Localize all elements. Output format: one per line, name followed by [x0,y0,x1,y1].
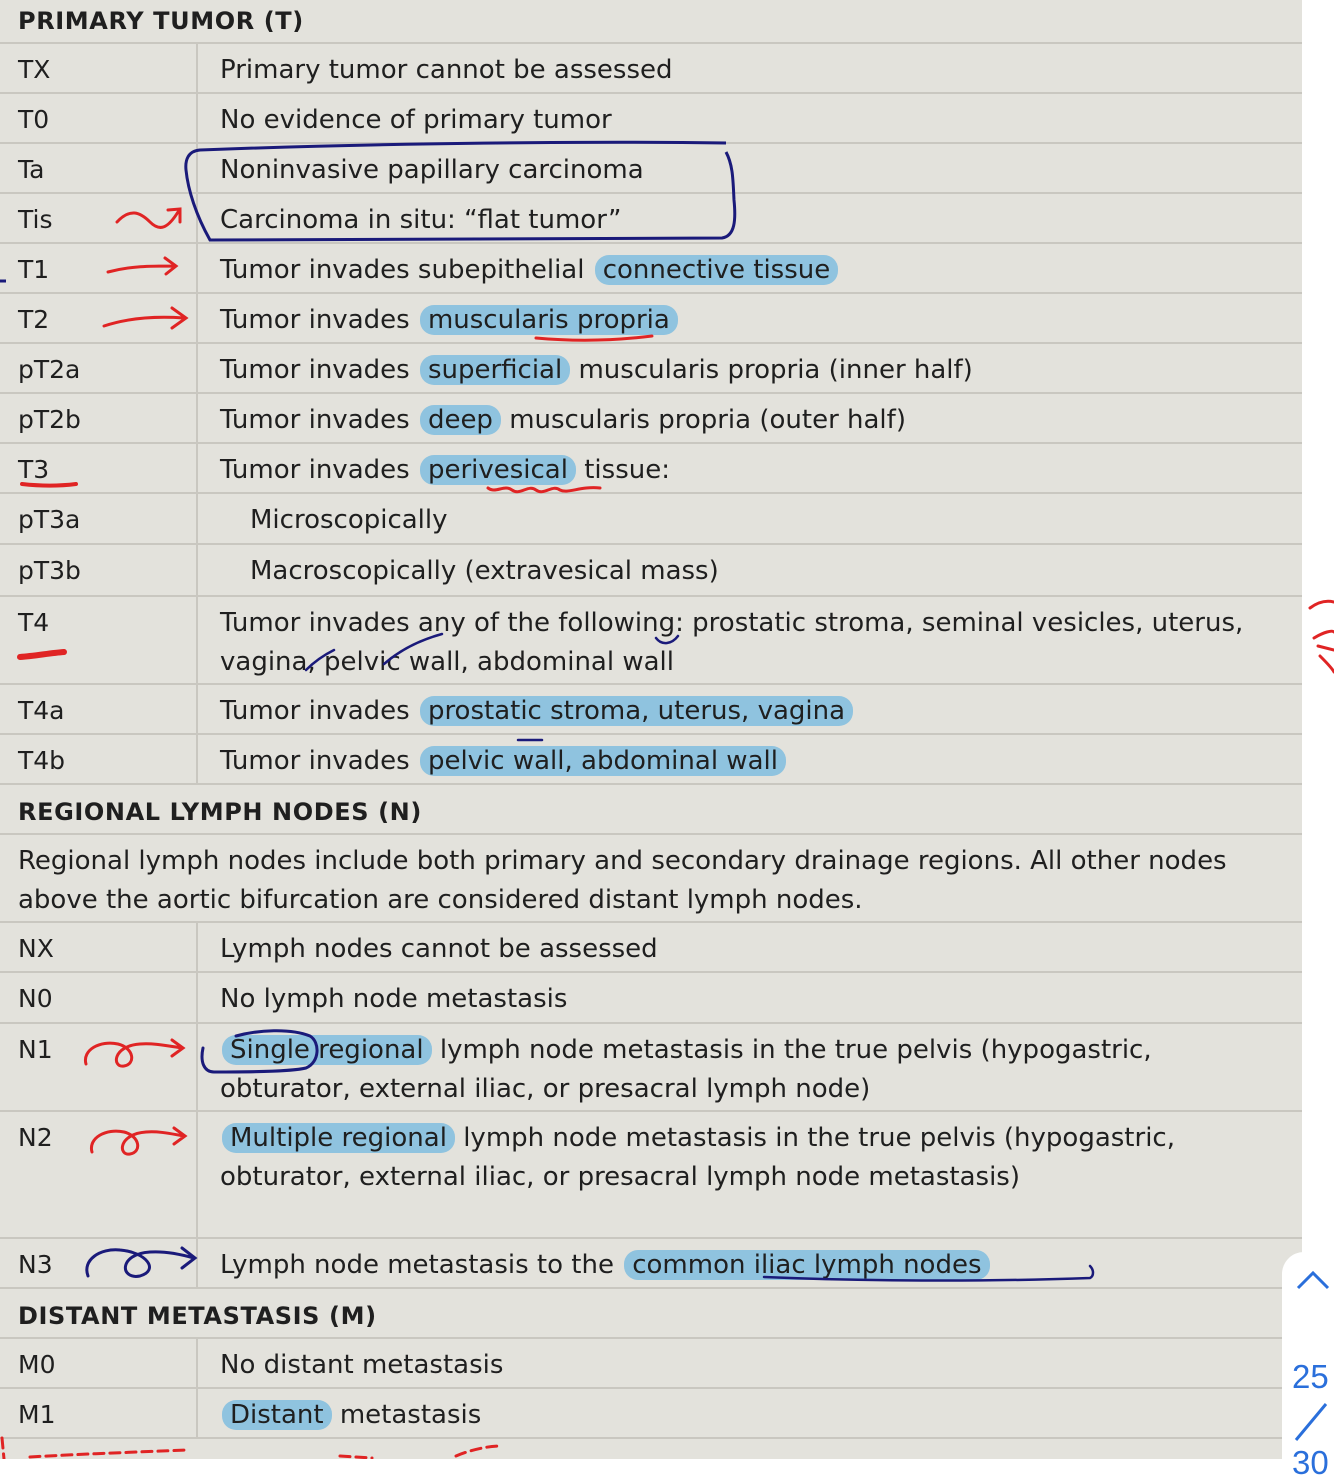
highlighted-text: Distant [222,1400,332,1430]
table-row [0,394,1302,444]
stage-code: Ta [18,155,45,184]
table-row [0,597,1302,685]
section-header [0,785,1302,835]
description-text: lymph node metastasis in the true pelvis (hypogastric, obturator, external iliac, or presacral lymph node metastasis) [220,1123,1175,1192]
description-text: lymph node metastasis in the true pelvis (hypogastric, obturator, external iliac, or presacral lymph node) [220,1035,1152,1104]
highlighted-text: prostatic stroma, uterus, vagina [420,696,853,726]
column-divider [196,44,198,92]
highlighted-text: common iliac lymph nodes [624,1250,989,1280]
section-title: DISTANT METASTASIS (M) [18,1302,377,1330]
column-divider [196,344,198,392]
table-row [0,344,1302,394]
stage-description [220,1239,1276,1285]
description-text: Microscopically [250,505,448,535]
current-page-number: 25 [1292,1358,1329,1395]
description-text: Tumor invades [220,746,410,776]
stage-code: M1 [18,1400,56,1429]
stage-description [220,735,1276,781]
column-divider [196,244,198,292]
description-text: muscularis propria (inner half) [578,355,973,385]
column-divider [196,545,198,595]
highlighted-text: muscularis propria [420,305,678,335]
stage-code: N0 [18,984,53,1013]
table-row [0,1339,1302,1389]
table-row [0,1112,1302,1239]
column-divider [196,294,198,342]
stage-description [220,44,1276,90]
table-row [0,44,1302,94]
column-divider [196,1389,198,1437]
column-divider [196,394,198,442]
table-row [0,685,1302,735]
column-divider [196,494,198,543]
highlighted-text: pelvic wall, abdominal wall [420,746,786,776]
stage-code: pT2a [18,355,81,384]
column-divider [196,1112,198,1237]
highlighted-text: deep [420,405,501,435]
page-scroller[interactable] [1282,1252,1334,1481]
column-divider [196,1339,198,1387]
ink-scribble-bottom [2,1438,500,1459]
column-divider [196,973,198,1022]
ink-edge-marks [1302,590,1334,690]
stage-description [220,144,1276,190]
stage-code: NX [18,934,54,963]
stage-description [220,1024,1276,1108]
stage-code: N1 [18,1035,53,1064]
column-divider [196,94,198,142]
chevron-up-icon[interactable] [1296,1270,1330,1290]
stage-description [220,244,1276,290]
section-note-text: Regional lymph nodes include both primary and secondary drainage regions. All other nodes above the aortic bifurcation are considered distant lymph nodes. [18,846,1227,915]
description-text: metastasis [339,1400,482,1430]
description-text: tissue: [584,455,670,485]
table-row [0,244,1302,294]
section-header [0,1289,1302,1339]
column-divider [196,144,198,192]
stage-code: T1 [18,255,50,284]
table-row [0,735,1302,785]
description-text: Tumor invades subepithelial [220,255,585,285]
description-text: muscularis propria (outer half) [509,405,906,435]
stage-code: T0 [18,105,50,134]
description-text: Macroscopically (extravesical mass) [250,556,719,586]
highlighted-text: Single regional [222,1035,432,1065]
column-divider [196,1024,198,1110]
stage-description [220,1339,1276,1385]
description-text: Tumor invades [220,405,410,435]
stage-code: pT3a [18,505,81,534]
description-text: Carcinoma in situ: “flat tumor” [220,205,622,235]
stage-code: T4 [18,608,50,637]
table-row [0,973,1302,1024]
column-divider [196,1239,198,1287]
highlighted-text: superficial [420,355,570,385]
highlighted-text: Multiple regional [222,1123,455,1153]
stage-description [220,294,1276,340]
description-text: Primary tumor cannot be assessed [220,55,673,85]
stage-description [220,344,1276,390]
table-row [0,194,1302,244]
description-text: Lymph nodes cannot be assessed [220,934,658,964]
description-text: Tumor invades [220,696,410,726]
stage-description [220,1389,1276,1435]
description-text: No evidence of primary tumor [220,105,612,135]
table-row [0,1239,1302,1289]
description-text: No distant metastasis [220,1350,504,1380]
stage-code: Tis [18,205,53,234]
stage-description [220,94,1276,140]
stage-code: N2 [18,1123,53,1152]
table-row [0,444,1302,494]
section-title: REGIONAL LYMPH NODES (N) [18,798,422,826]
table-row [0,294,1302,344]
column-divider [196,923,198,971]
section-note [0,835,1302,923]
table-row [0,494,1302,545]
stage-code: pT3b [18,556,81,585]
stage-code: TX [18,55,51,84]
table-row [0,923,1302,973]
description-text: Lymph node metastasis to the [220,1250,614,1280]
table-row [0,1389,1302,1439]
highlighted-text: perivesical [420,455,576,485]
table-row [0,1024,1302,1112]
stage-code: T3 [18,455,50,484]
description-text: Tumor invades [220,305,410,335]
stage-description [220,597,1276,681]
stage-description [220,394,1276,440]
stage-code: N3 [18,1250,53,1279]
stage-code: M0 [18,1350,56,1379]
stage-description [220,444,1276,490]
description-text: No lymph node metastasis [220,984,568,1014]
stage-description [220,685,1276,731]
stage-code: pT2b [18,405,81,434]
stage-description [220,194,1276,240]
column-divider [196,194,198,242]
highlighted-text: connective tissue [595,255,839,285]
description-text: Tumor invades [220,455,410,485]
total-page-number: 30 [1292,1444,1329,1481]
table-row [0,94,1302,144]
table-row [0,144,1302,194]
column-divider [196,597,198,683]
stage-code: T2 [18,305,50,334]
description-text: Tumor invades [220,355,410,385]
stage-description [220,973,1276,1019]
stage-code: T4b [18,746,66,775]
description-text: Tumor invades any of the following: prostatic stroma, seminal vesicles, uterus, vagina, pelvic wall, abdominal wall [220,608,1244,677]
stage-code: T4a [18,696,65,725]
column-divider [196,735,198,783]
stage-description [250,545,1276,591]
stage-description [220,1112,1276,1196]
table-row [0,545,1302,597]
stage-description [250,494,1276,540]
page-separator-slash-icon [1294,1402,1328,1442]
column-divider [196,685,198,733]
stage-description [220,923,1276,969]
section-title: PRIMARY TUMOR (T) [18,7,304,35]
section-header [0,0,1302,44]
description-text: Noninvasive papillary carcinoma [220,155,644,185]
column-divider [196,444,198,492]
